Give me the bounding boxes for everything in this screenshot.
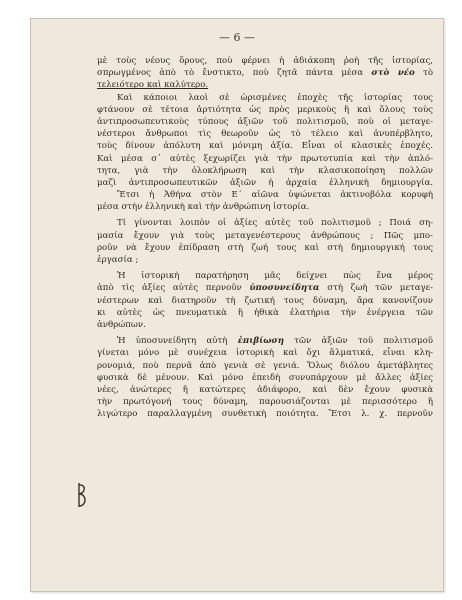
- text-line: [97, 242, 433, 254]
- text-line: [97, 116, 433, 128]
- text-segment: λιγώτερο παραλλαγμένη συνθετικὴ ποιότητα. Ἔτσι λ. χ. περνοῦν: [97, 409, 433, 420]
- text-line: [97, 104, 433, 116]
- body-text: [97, 55, 433, 420]
- text-line: [97, 384, 433, 396]
- document-page: [30, 18, 444, 592]
- text-segment: ἀνθρώπων.: [97, 319, 146, 330]
- text-segment: στὴ ζωὴ τῶν μεταγε-: [319, 283, 433, 294]
- text-segment: Ἡ ὑποσυνείδητη αὐτὴ: [117, 336, 238, 347]
- text-line: [97, 408, 433, 420]
- text-segment: γίνεται μόνο μὲ συνέχεια ἱστορικὴ καὶ ὄχι ἅλματικά, εἶναι κλη-: [97, 348, 433, 359]
- text-line: [97, 270, 433, 282]
- text-segment: νέστερων καὶ διατηροῦν τὴ ζωτική τους δύναμη, ἄρα κανονίζουν: [97, 295, 433, 306]
- text-segment: φυσικὰ δὲ μένουν. Καὶ μόνο ἐπειδὴ συνυπάρχουν μὲ ἄλλες ἀξίες: [97, 372, 433, 383]
- emphasized-text: ὑποσυνείδητα: [249, 283, 320, 294]
- text-segment: τῶν ἀξιῶν τοῦ πολιτισμοῦ: [284, 336, 433, 347]
- text-segment: νέες, ἀνώτερες ἢ κατώτερες ἀδιάφορο, καὶ δὲν ἔχουν φυσικὰ: [97, 384, 433, 395]
- text-line: [97, 140, 433, 152]
- handwritten-margin-mark: [75, 481, 89, 509]
- page-number: — 6 —: [219, 31, 255, 44]
- text-line: [97, 92, 433, 104]
- text-segment: μέσα στὴν ἑλληνικὴ καὶ τὴν ἀνθρώπινη ἱστορία.: [97, 202, 310, 213]
- text-line: [97, 360, 433, 372]
- text-segment: τὴν πρωτόγονή τους δύναμη, παρουσιάζονται μὲ περισσότερο ἢ: [97, 397, 433, 408]
- text-segment: τητα, γιὰ τὴν ὁλοκλήρωση καὶ τὴν κλασικοποίηση πολλῶν: [97, 165, 433, 176]
- text-segment: ἀντιπροσωπευτικοὺς τύπους ἀξιῶν τοῦ πολιτισμοῦ, ποὺ οἱ μεταγε-: [97, 116, 433, 127]
- text-line: [97, 55, 433, 67]
- text-segment: Ἡ ἱστορικὴ παρατήρηση μᾶς δείχνει πὼς ἕνα μέρος: [117, 271, 433, 282]
- text-line: [97, 347, 433, 359]
- text-line: [97, 254, 433, 266]
- text-segment: τοὺς δίνουν ἀπόλυτη καὶ μόνιμη ἀξία. Εἶναι οἱ κλασικὲς ἐποχές.: [97, 141, 433, 152]
- text-segment: φτάνουν σὲ τέτοια ἀρτιότητα ὡς πρὸς μερικοὺς ἢ καὶ ὅλους τοὺς: [97, 104, 433, 115]
- text-line: [97, 153, 433, 165]
- text-line: [97, 177, 433, 189]
- text-segment: ρονομιά, ποὺ περνᾶ ἀπὸ γενιὰ σὲ γενιά. Ὅλως διόλου ἀμετάβλητες: [97, 360, 433, 371]
- text-line: [97, 128, 433, 140]
- text-segment: σπρωγμένος ἀπὸ τὸ ἔνστικτο, ποὺ ζητᾶ πάντα μέσα: [97, 68, 372, 79]
- text-segment: ἐργασία ;: [97, 255, 139, 265]
- emphasized-text: στὸ νέο: [371, 68, 415, 79]
- text-line: [97, 201, 433, 213]
- text-line: [97, 217, 433, 229]
- text-line: [97, 282, 433, 294]
- text-line: [97, 372, 433, 384]
- text-segment: Ἔτσι ἡ Ἀθήνα στὸν Ε´ αἰῶνα ὑψώνεται ἀκτινοβόλα κορυφὴ: [117, 190, 433, 201]
- text-segment: Τί γίνονται λοιπὸν οἱ ἀξίες αὐτὲς τοῦ πολιτισμοῦ ; Ποιά ση-: [117, 218, 433, 229]
- underlined-text: τελειότερο καὶ καλύτερο.: [97, 80, 209, 91]
- text-segment: κι αὐτὲς ὡς πνευματικὰ ἢ ἠθικὰ ἐλατήρια τὴν ἐνέργεια τῶν: [97, 307, 433, 318]
- text-line: [97, 67, 433, 79]
- emphasized-text: ἐπιβίωση: [237, 336, 284, 347]
- text-segment: Καὶ κάποιοι λαοὶ σὲ ὡρισμένες ἐποχὲς τῆς ἱστορίας τους: [117, 92, 433, 103]
- text-segment: μασία ἔχουν γιὰ τοὺς μεταγενέστερους ἀνθρώπους ; Πῶς μπο-: [97, 230, 433, 241]
- text-line: [97, 189, 433, 201]
- text-segment: Καὶ μέσα σ᾽ αὐτὲς ξεχωρίζει γιὰ τὴν πρωτοτυπία καὶ τὴν ἁπλό-: [97, 153, 433, 164]
- text-segment: νέστεροι ἄνθρωποι τὶς θεωροῦν ὡς τὸ τέλειο καὶ ἀνυπέρβλητο,: [97, 129, 433, 140]
- text-line: [97, 79, 433, 91]
- text-segment: τὸ: [414, 68, 433, 79]
- text-line: [97, 295, 433, 307]
- text-segment: ἀπὸ τὶς ἀξίες αὐτὲς περνοῦν: [97, 283, 250, 294]
- text-segment: μὲ τοὺς νέους ὅρους, ποὺ φέρνει ἡ ἀδιάκοπη ῥοὴ τῆς ἱστορίας,: [97, 56, 433, 66]
- text-line: [97, 335, 433, 347]
- text-line: [97, 307, 433, 319]
- text-line: [97, 165, 433, 177]
- text-line: [97, 319, 433, 331]
- text-segment: μαζὶ ἀντιπροσωπευτικῶν ἀξιῶν ἡ ἀρχαία ἑλληνικὴ δημιουργία.: [97, 177, 433, 188]
- text-segment: ροῦν νὰ ἔχουν ἐπίδραση στὴ ζωή τους καὶ στὴ δημιουργική τους: [97, 242, 433, 253]
- text-line: [97, 396, 433, 408]
- text-line: [97, 230, 433, 242]
